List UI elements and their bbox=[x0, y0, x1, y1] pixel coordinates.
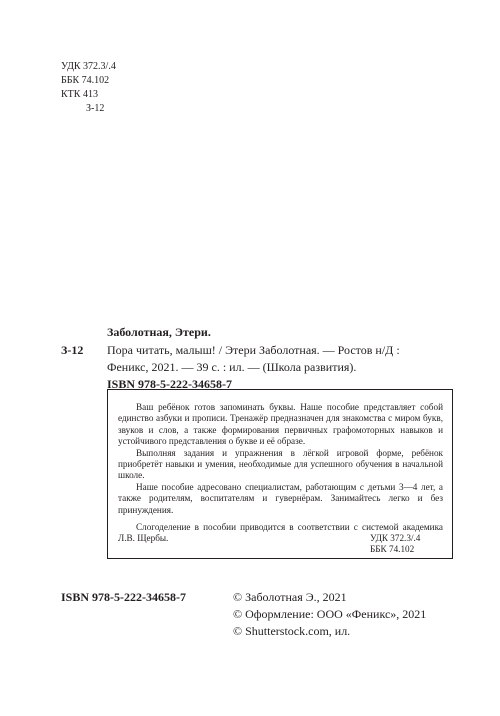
bbk-code: ББК 74.102 bbox=[370, 544, 415, 555]
annotation-paragraph: Наше пособие адресовано специалистам, работающим с детьми 3—4 лет, а также родителям, воспитателям и гувернёрам. Занимайтесь легко и без принуждения. bbox=[118, 481, 443, 515]
classification-codes-top bbox=[61, 60, 116, 116]
isbn-record: ISBN 978-5-222-34658-7 bbox=[107, 377, 232, 391]
copyright-line: © Оформление: ООО «Феникс», 2021 bbox=[233, 607, 427, 621]
bibliographic-citation bbox=[107, 342, 447, 376]
citation-line-1: Пора читать, малыш! / Этери Заболотная. — Ростов н/Д : bbox=[107, 343, 400, 357]
isbn-footer: ISBN 978-5-222-34658-7 bbox=[61, 590, 186, 604]
copyright-block bbox=[233, 589, 426, 640]
ktk-code: КТК 413 bbox=[61, 89, 98, 100]
bbk-code: ББК 74.102 bbox=[61, 75, 110, 86]
annotation-paragraph: Слогоделение в пособии приводится в соответствии с системой академика Л.В. Щербы. bbox=[118, 522, 443, 544]
copyright-line: © Shutterstock.com, ил. bbox=[233, 624, 351, 638]
annotation-codes bbox=[370, 533, 420, 556]
author-heading: Заболотная, Этери. bbox=[107, 325, 211, 339]
author-sign-code: З-12 bbox=[86, 103, 105, 114]
annotation-paragraph: Выполняя задания и упражнения в лёгкой игровой форме, ребёнок приобретёт навыки и умения, необходимые для успешного обучения в начальной школе. bbox=[118, 447, 443, 481]
citation-line-2: Феникс, 2021. — 39 с. : ил. — (Школа развития). bbox=[107, 360, 357, 374]
udk-code: УДК 372.3/.4 bbox=[370, 533, 421, 543]
annotation-text bbox=[118, 402, 443, 545]
author-sign-left: З-12 bbox=[61, 343, 84, 357]
annotation-paragraph: Ваш ребёнок готов запоминать буквы. Наше пособие представляет собой единство азбуки и прописи. Тренажёр предназначен для знакомства с миром букв, звуков и слов, а также формирования первичных графомоторных навыков и устойчивого представления о букве и её образе. bbox=[118, 402, 443, 447]
copyright-line: © Заболотная Э., 2021 bbox=[233, 590, 347, 604]
udk-code: УДК 372.3/.4 bbox=[61, 61, 116, 72]
